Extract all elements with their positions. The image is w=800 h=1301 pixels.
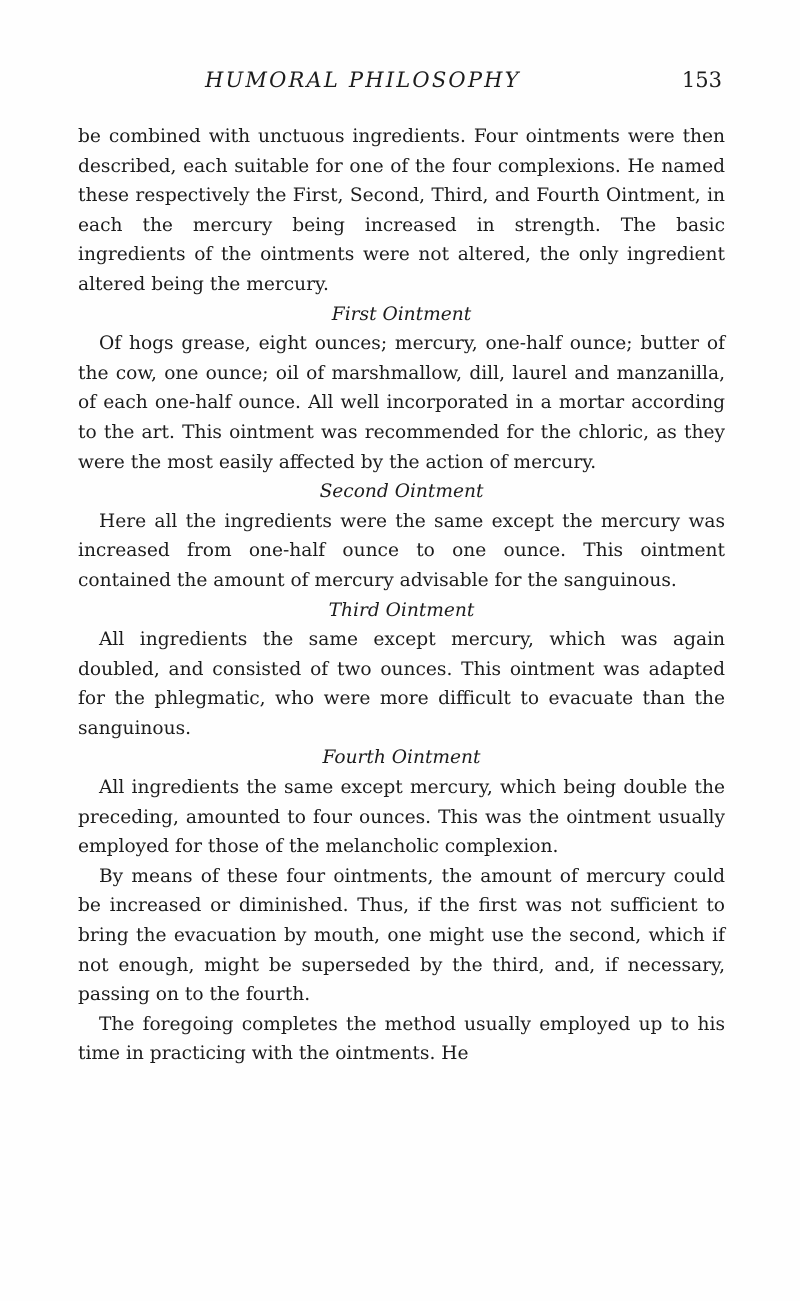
running-head	[205, 68, 722, 98]
body-text	[78, 122, 725, 1069]
paragraph: Of hogs grease, eight ounces; mercury, one-half ounce; butter of the cow, one ounce; oil of marshmallow, dill, laurel and manzanilla, of each one-half ounce. All well incorporated in a mortar according to the art. This ointment was recommended for the chloric, as they were the most easily affected by the action of mercury.	[78, 333, 725, 473]
section-heading: Fourth Ointment	[322, 747, 481, 769]
intro-paragraph: be combined with unctuous ingredients. Four ointments were then described, each suitable for one of the four complexions. He named these respectively the First, Second, Third, and Fourth Ointment, in each the mercury being increased in strength. The basic ingredients of the ointments were not altered, the only ingredient altered being the mercury.	[78, 126, 725, 295]
section-heading: Third Ointment	[328, 599, 475, 621]
paragraph: By means of these four ointments, the amount of mercury could be increased or diminished. Thus, if the first was not sufficient to bring the evacuation by mouth, one might use the second, which if not enough, might be superseded by the third, and, if necessary, passing on to the fourth.	[78, 865, 725, 1006]
section-heading: Second Ointment	[319, 481, 484, 503]
paragraph: Here all the ingredients were the same except the mercury was increased from one-half ounce to one ounce. This ointment contained the amount of mercury advisable for the sanguinous.	[78, 510, 725, 591]
running-head-title: HUMORAL PHILOSOPHY	[205, 68, 521, 92]
page-number: 153	[681, 68, 722, 92]
section-heading: First Ointment	[331, 303, 472, 325]
paragraph: All ingredients the same except mercury, which was again doubled, and consisted of two ounces. This ointment was adapted for the phlegmatic, who were more difficult to evacuate than the sanguinous.	[78, 629, 725, 739]
paragraph: The foregoing completes the method usually employed up to his time in practicing with the ointments. He	[78, 1013, 725, 1065]
paragraph: All ingredients the same except mercury, which being double the preceding, amounted to four ounces. This was the ointment usually employed for those of the melancholic complexion.	[78, 777, 725, 858]
